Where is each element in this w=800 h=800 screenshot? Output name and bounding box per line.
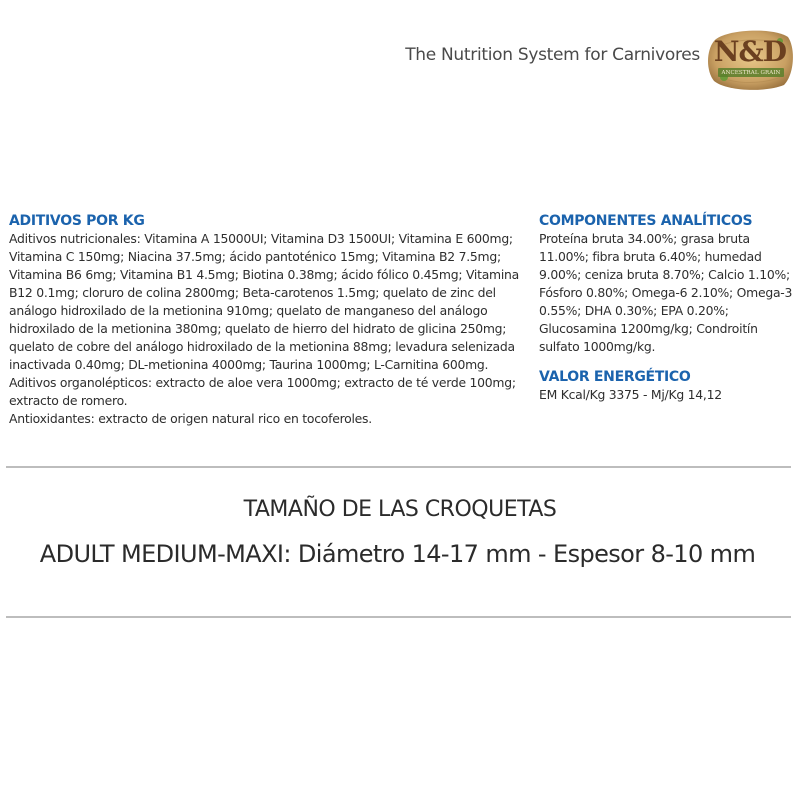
energy-heading: VALOR ENERGÉTICO (539, 369, 691, 385)
antioxidants-text: Antioxidantes: extracto de origen natural rico en tocoferoles. (9, 411, 372, 426)
logo-mark: N&D (713, 35, 787, 68)
additives-section (9, 212, 521, 428)
divider-top (6, 466, 791, 468)
analytical-text: Proteína bruta 34.00%; grasa bruta 11.00%; fibra bruta 6.40%; humedad 9.00%; ceniza bruta 8.70%; Calcio 1.10%; Fósforo 0.80%; Omega-6 2.10%; Omega-3 0.55%; DHA 0.30%; EPA 0.20%; Glucosamina 1200mg/kg; Condroitín sulfato 1000mg/kg. (539, 231, 793, 354)
logo-subtitle: ANCESTRAL GRAIN (721, 70, 781, 76)
brand-tagline: The Nutrition System for Carnivores (405, 45, 700, 65)
nd-logo (704, 27, 796, 91)
energy-text: EM Kcal/Kg 3375 - Mj/Kg 14,12 (539, 387, 722, 402)
nutritional-additives-text: Aditivos nutricionales: Vitamina A 15000UI; Vitamina D3 1500UI; Vitamina E 600mg; Vitamina C 150mg; Niacina 37.5mg; ácido pantoténico 15mg; Vitamina B2 7.5mg; Vitamina B6 6mg; Vitamina B1 4.5mg; Biotina 0.38mg; ácido fólico 0.45mg; Vitamina B12 0.1mg; cloruro de colina 2800mg; Beta-carotenos 1.5mg; quelato de zinc del análogo hidroxilado de la metionina 910mg; quelato de manganeso del análogo hidroxilado de la metionina 380mg; quelato de hierro del hidrato de glicina 250mg; quelato de cobre del análogo hidroxilado de la metionina 88mg; levadura selenizada inactivada 0.40mg; DL-metionina 4000mg; Taurina 1000mg; L-Carnitina 600mg. (9, 231, 519, 372)
kibble-size-title: TAMAÑO DE LAS CROQUETAS (243, 497, 557, 522)
additives-heading: ADITIVOS POR KG (9, 213, 145, 229)
analytical-heading: COMPONENTES ANALÍTICOS (539, 213, 753, 229)
organoleptic-additives-text: Aditivos organolépticos: extracto de aloe vera 1000mg; extracto de té verde 100mg; extracto de romero. (9, 375, 516, 408)
divider-bottom (6, 616, 791, 618)
kibble-size-value: ADULT MEDIUM-MAXI: Diámetro 14-17 mm - Espesor 8-10 mm (39, 540, 756, 568)
analytical-section (539, 212, 797, 404)
